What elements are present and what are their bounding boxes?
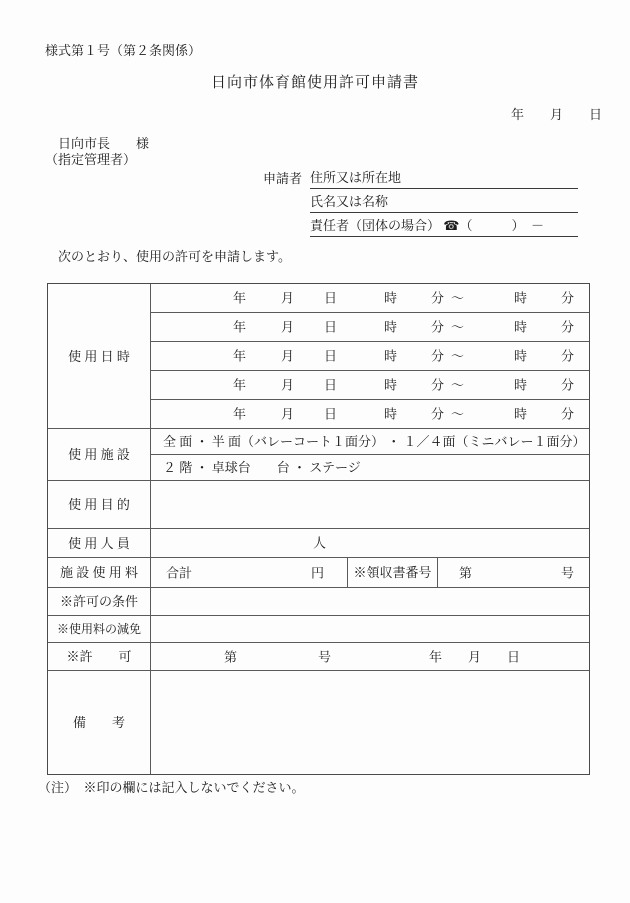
people-unit: 人 — [313, 535, 327, 551]
tilde-separator: ～ — [451, 319, 465, 335]
datetime-row: 年 月 日 時 分 ～ 時 分 — [151, 371, 589, 400]
intro-text: 次のとおり、使用の許可を申請します。 — [58, 249, 291, 264]
address-field: 住所又は所在地 — [310, 171, 578, 189]
fee-reduction-row — [48, 616, 589, 643]
facility-fee-label: 施 設 使 用 料 — [48, 558, 151, 587]
permit-label: ※許 可 — [48, 643, 151, 670]
permit-cell — [151, 643, 589, 670]
receipt-no-prefix: 第 — [459, 565, 473, 580]
responsible-label: 責任者（団体の場合） — [310, 218, 444, 233]
permit-condition-row — [48, 588, 589, 616]
usage-facility-label: 使 用 施 設 — [48, 429, 151, 480]
tilde-separator: ～ — [451, 290, 465, 306]
facility-option-line-2: ２ 階 ・ 卓球台 台 ・ ステージ — [163, 460, 361, 475]
usage-purpose-row — [48, 481, 589, 529]
applicant-label: 申請者 — [263, 171, 303, 186]
footer-note: （注） ※印の欄には記入しないでください。 — [38, 780, 305, 795]
receipt-no-suffix: 号 — [561, 565, 575, 580]
fee-total-label: 合計 — [166, 565, 193, 580]
usage-datetime-cells — [151, 284, 589, 428]
responsible-phone-field — [310, 219, 578, 237]
usage-people-label: 使 用 人 員 — [48, 529, 151, 557]
datetime-row: 年 月 日 時 分 ～ 時 分 — [151, 284, 589, 313]
receipt-number-cell — [438, 558, 589, 587]
permit-condition-cell — [151, 588, 589, 615]
tilde-separator: ～ — [451, 348, 465, 364]
permit-date-placeholder: 年 月 日 — [429, 649, 521, 664]
remarks-label: 備 考 — [48, 671, 151, 774]
permit-no-suffix: 号 — [318, 649, 332, 664]
tilde-separator: ～ — [451, 406, 465, 422]
remarks-row — [48, 671, 589, 774]
usage-datetime-row-group — [48, 284, 589, 429]
facility-option-line-1: 全 面 ・ 半 面（バレーコート１面分） ・ １／４面（ミニバレー１面分） — [151, 429, 589, 455]
top-date-placeholder: 年 月 日 — [511, 107, 603, 122]
usage-purpose-cell — [151, 481, 589, 528]
page-title: 日向市体育館使用許可申請書 — [210, 75, 419, 91]
usage-facility-row — [48, 429, 589, 481]
permit-condition-label: ※許可の条件 — [48, 588, 151, 615]
remarks-cell — [151, 671, 589, 774]
usage-datetime-label: 使 用 日 時 — [48, 284, 151, 428]
facility-fee-row — [48, 558, 589, 588]
tilde-separator: ～ — [451, 377, 465, 393]
usage-people-cell — [151, 529, 589, 557]
permit-no-prefix: 第 — [224, 649, 238, 664]
application-table — [47, 283, 590, 775]
name-field: 氏名又は名称 — [310, 195, 578, 213]
usage-people-row — [48, 529, 589, 558]
datetime-row: 年 月 日 時 分 ～ 時 分 — [151, 313, 589, 342]
fee-unit: 円 — [311, 565, 325, 580]
phone-icon: ☎ — [443, 219, 460, 234]
fee-reduction-cell — [151, 616, 589, 642]
phone-number-format: （ ） － — [459, 218, 544, 233]
receipt-number-label: ※領収書番号 — [348, 558, 438, 587]
usage-purpose-label: 使 用 目 的 — [48, 481, 151, 528]
addressee: 日向市長 様 — [58, 136, 150, 151]
fee-total-cell — [151, 558, 348, 587]
fee-reduction-label: ※使用料の減免 — [48, 616, 151, 642]
permit-row — [48, 643, 589, 671]
form-code: 様式第１号（第２条関係） — [45, 43, 202, 58]
datetime-row: 年 月 日 時 分 ～ 時 分 — [151, 342, 589, 371]
datetime-row: 年 月 日 時 分 ～ 時 分 — [233, 406, 575, 422]
addressee-subtitle: （指定管理者） — [45, 152, 137, 167]
